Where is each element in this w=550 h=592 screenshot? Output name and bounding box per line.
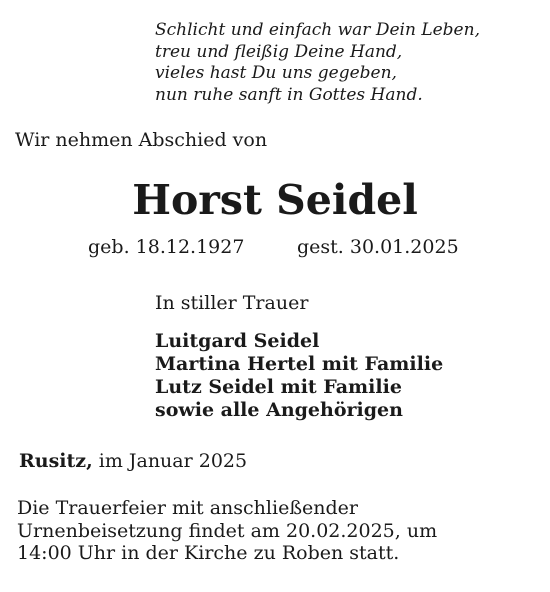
ceremony-notice [17, 497, 437, 565]
ceremony-line: Urnenbeisetzung findet am 20.02.2025, um [17, 519, 438, 542]
poem-verse [155, 20, 480, 106]
death-date: gest. 30.01.2025 [297, 236, 459, 258]
poem-line: nun ruhe sanft in Gottes Hand. [155, 84, 423, 105]
mourner-name: Martina Hertel mit Familie [155, 353, 444, 375]
place-and-date [19, 450, 247, 472]
farewell-intro: Wir nehmen Abschied von [15, 129, 268, 151]
mourner-name: Luitgard Seidel [155, 330, 320, 352]
poem-line: vieles hast Du uns gegeben, [155, 63, 397, 83]
mourner-name: sowie alle Angehörigen [155, 399, 403, 421]
ceremony-line: 14:00 Uhr in der Kirche zu Roben statt. [17, 542, 400, 564]
poem-line: treu und fleißig Deine Hand, [155, 41, 403, 62]
birth-date: geb. 18.12.1927 [88, 236, 245, 258]
mourner-list [155, 330, 443, 422]
mourning-label: In stiller Trauer [155, 292, 309, 314]
notice-date: im Januar 2025 [92, 450, 248, 472]
poem-line: Schlicht und einfach war Dein Leben, [155, 20, 480, 40]
deceased-name: Horst Seidel [132, 176, 418, 224]
ceremony-line: Die Trauerfeier mit anschließender [17, 497, 358, 519]
place-name: Rusitz, [19, 450, 93, 472]
mourner-name: Lutz Seidel mit Familie [155, 376, 402, 398]
